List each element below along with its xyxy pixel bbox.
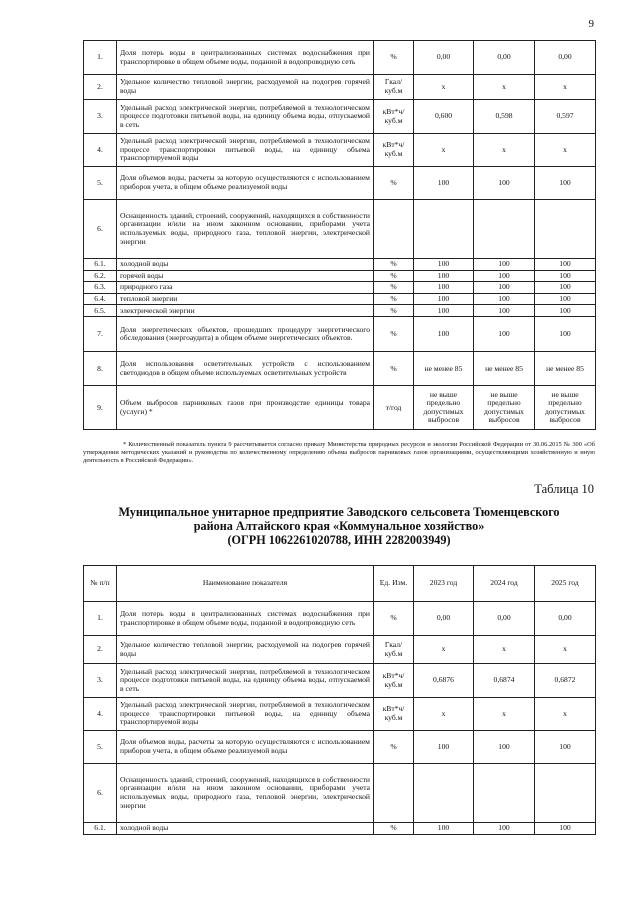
value-cell: 100 (535, 823, 596, 835)
indicator-name: тепловой энергии (117, 293, 374, 305)
unit-cell: % (374, 293, 414, 305)
value-cell: 100 (474, 282, 535, 294)
unit-cell (374, 200, 414, 259)
value-cell: 0,00 (414, 602, 474, 636)
value-cell: 0,6874 (474, 664, 535, 698)
row-number: 5. (84, 731, 117, 764)
value-cell (474, 764, 535, 823)
value-cell: не менее 85 (414, 352, 474, 386)
value-cell (474, 200, 535, 259)
indicator-name: холодной воды (117, 259, 374, 271)
row-number: 8. (84, 352, 117, 386)
page-number: 9 (588, 18, 594, 30)
unit-cell: % (374, 823, 414, 835)
value-cell: x (535, 75, 596, 100)
value-cell: 0,597 (535, 100, 596, 134)
value-cell: 100 (474, 270, 535, 282)
indicator-name: Удельный расход электрической энергии, потребляемой в технологическом процессе подготовки питьевой воды, на единицу объема воды, отпускаемой в сеть (117, 664, 374, 698)
indicator-name: природного газа (117, 282, 374, 294)
value-cell (535, 200, 596, 259)
value-cell: 100 (414, 317, 474, 352)
value-cell: 100 (535, 270, 596, 282)
value-cell: x (474, 134, 535, 167)
value-cell: 100 (474, 167, 535, 200)
row-number: 2. (84, 75, 117, 100)
value-cell: не менее 85 (474, 352, 535, 386)
value-cell: 0,6872 (535, 664, 596, 698)
indicator-name: Доля использования осветительных устройств с использованием светодиодов в общем объеме используемых осветительных устройств (117, 352, 374, 386)
organization-heading (83, 505, 595, 547)
table-row (84, 698, 596, 731)
unit-cell: % (374, 731, 414, 764)
indicator-name: Доля потерь воды в централизованных системах водоснабжения при транспортировке в общем объеме воды, поданной в водопроводную сеть (117, 41, 374, 75)
table-row (84, 293, 596, 305)
table-header-row (84, 566, 596, 602)
unit-cell: кВт*ч/ куб.м (374, 100, 414, 134)
table-row (84, 602, 596, 636)
value-cell: 0,6876 (414, 664, 474, 698)
col-header-name: Наименование показателя (117, 566, 374, 602)
org-heading-line: района Алтайского края «Коммунальное хозяйство» (193, 519, 485, 533)
col-header-year: 2023 год (414, 566, 474, 602)
unit-cell: кВт*ч/ куб.м (374, 664, 414, 698)
table-row (84, 270, 596, 282)
value-cell: 100 (535, 305, 596, 317)
indicator-name: Доля энергетических объектов, прошедших процедуру энергетического обследования (энергоаудита) в общем объеме энергетических объектов. (117, 317, 374, 352)
table-row (84, 41, 596, 75)
value-cell: 100 (535, 282, 596, 294)
value-cell: x (474, 698, 535, 731)
col-header-year: 2024 год (474, 566, 535, 602)
unit-cell (374, 764, 414, 823)
row-number: 6. (84, 764, 117, 823)
col-header-year: 2025 год (535, 566, 596, 602)
row-number: 6. (84, 200, 117, 259)
row-number: 3. (84, 100, 117, 134)
table-row (84, 167, 596, 200)
indicator-name: Удельный расход электрической энергии, потребляемой в технологическом процессе подготовки питьевой воды, на единицу объема воды, отпускаемой в сеть (117, 100, 374, 134)
unit-cell: кВт*ч/ куб.м (374, 134, 414, 167)
value-cell (414, 200, 474, 259)
table-row (84, 636, 596, 664)
unit-cell: % (374, 352, 414, 386)
row-number: 4. (84, 698, 117, 731)
value-cell: 0,00 (414, 41, 474, 75)
indicator-name: Оснащенность зданий, строений, сооружений, находящихся в собственности организации и/или на ином законном основании, приборами учета используемых воды, природного газа, тепловой энергии, электрической энергии (117, 200, 374, 259)
row-number: 6.1. (84, 259, 117, 271)
value-cell: не менее 85 (535, 352, 596, 386)
indicator-name: Объем выбросов парниковых газов при производстве единицы товара (услуги) * (117, 386, 374, 430)
value-cell: 100 (535, 317, 596, 352)
unit-cell: % (374, 41, 414, 75)
value-cell: 100 (414, 823, 474, 835)
indicator-name: Оснащенность зданий, строений, сооружений, находящихся в собственности организации и/или на ином законном основании, приборами учета используемых воды, природного газа, тепловой энергии, электрической энергии (117, 764, 374, 823)
unit-cell: Гкал/ куб.м (374, 636, 414, 664)
row-number: 6.4. (84, 293, 117, 305)
value-cell: x (414, 134, 474, 167)
table-row (84, 352, 596, 386)
value-cell: 100 (535, 259, 596, 271)
org-heading-line: Муниципальное унитарное предприятие Заводского сельсовета Тюменцевского (118, 505, 560, 519)
row-number: 3. (84, 664, 117, 698)
value-cell: x (474, 75, 535, 100)
table-row (84, 134, 596, 167)
indicator-name: Удельное количество тепловой энергии, расходуемой на подогрев горячей воды (117, 75, 374, 100)
indicators-table-10 (83, 565, 596, 835)
value-cell: 100 (414, 270, 474, 282)
indicator-name: Удельный расход электрической энергии, потребляемой в технологическом процессе транспортировки питьевой воды, на единицу объема транспортируемой воды (117, 698, 374, 731)
indicator-name: Доля объемов воды, расчеты за которую осуществляются с использованием приборов учета, в общем объеме реализуемой воды (117, 731, 374, 764)
col-header-num: № п/п (84, 566, 117, 602)
value-cell: 100 (474, 823, 535, 835)
table-row (84, 75, 596, 100)
unit-cell: Гкал/ куб.м (374, 75, 414, 100)
value-cell: 0,598 (474, 100, 535, 134)
row-number: 5. (84, 167, 117, 200)
value-cell: x (535, 636, 596, 664)
row-number: 6.3. (84, 282, 117, 294)
unit-cell: % (374, 317, 414, 352)
row-number: 6.5. (84, 305, 117, 317)
unit-cell: % (374, 282, 414, 294)
footnote: * Количественный показатель пункта 9 рассчитывается согласно приказу Министерства природных ресурсов и экологии Российской Федерации от 30.06.2015 № 300 «Об утверждении методических указаний и руководства по количественному определению объема выбросов парниковых газов организациями, осуществляющими хозяйственную и иную деятельность в Российской Федерации». (83, 441, 595, 464)
indicator-name: Удельное количество тепловой энергии, расходуемой на подогрев горячей воды (117, 636, 374, 664)
indicator-name: холодной воды (117, 823, 374, 835)
row-number: 1. (84, 41, 117, 75)
table-row (84, 764, 596, 823)
indicators-table-continued (83, 40, 596, 430)
indicator-name: Доля потерь воды в централизованных системах водоснабжения при транспортировке в общем объеме воды, поданной в водопроводную сеть (117, 602, 374, 636)
value-cell: x (474, 636, 535, 664)
table-row (84, 317, 596, 352)
table-row (84, 305, 596, 317)
row-number: 9. (84, 386, 117, 430)
table-row (84, 100, 596, 134)
row-number: 1. (84, 602, 117, 636)
value-cell: 100 (474, 259, 535, 271)
unit-cell: % (374, 270, 414, 282)
value-cell (414, 764, 474, 823)
value-cell: не выше предельно допустимых выбросов (535, 386, 596, 430)
row-number: 7. (84, 317, 117, 352)
indicator-name: Доля объемов воды, расчеты за которую осуществляются с использованием приборов учета, в общем объеме реализуемой воды (117, 167, 374, 200)
table-caption: Таблица 10 (534, 482, 594, 496)
value-cell: x (414, 75, 474, 100)
table-row (84, 731, 596, 764)
value-cell: 0,00 (474, 602, 535, 636)
value-cell: 100 (414, 167, 474, 200)
value-cell: 100 (474, 317, 535, 352)
indicator-name: горячей воды (117, 270, 374, 282)
value-cell: 0,00 (474, 41, 535, 75)
value-cell: 100 (414, 282, 474, 294)
row-number: 2. (84, 636, 117, 664)
value-cell: 100 (414, 259, 474, 271)
unit-cell: % (374, 305, 414, 317)
value-cell: 100 (535, 293, 596, 305)
unit-cell: % (374, 259, 414, 271)
indicator-name: Удельный расход электрической энергии, потребляемой в технологическом процессе транспортировки питьевой воды, на единицу объема транспортируемой воды (117, 134, 374, 167)
table-row (84, 259, 596, 271)
col-header-unit: Ед. Изм. (374, 566, 414, 602)
unit-cell: кВт*ч/ куб.м (374, 698, 414, 731)
table-row (84, 200, 596, 259)
value-cell: 0,00 (535, 602, 596, 636)
value-cell: 0,00 (535, 41, 596, 75)
org-heading-line: (ОГРН 1062261020788, ИНН 2282003949) (227, 533, 451, 547)
value-cell: не выше предельно допустимых выбросов (474, 386, 535, 430)
row-number: 6.2. (84, 270, 117, 282)
value-cell: 100 (414, 731, 474, 764)
table-row (84, 386, 596, 430)
unit-cell: % (374, 602, 414, 636)
value-cell: 100 (535, 731, 596, 764)
row-number: 4. (84, 134, 117, 167)
value-cell: x (414, 698, 474, 731)
value-cell: x (414, 636, 474, 664)
value-cell: 100 (535, 167, 596, 200)
table-row (84, 282, 596, 294)
value-cell: 100 (414, 293, 474, 305)
value-cell (535, 764, 596, 823)
indicator-name: электрической энергии (117, 305, 374, 317)
value-cell: 0,600 (414, 100, 474, 134)
value-cell: 100 (474, 293, 535, 305)
value-cell: 100 (474, 305, 535, 317)
table-row (84, 664, 596, 698)
value-cell: x (535, 698, 596, 731)
value-cell: не выше предельно допустимых выбросов (414, 386, 474, 430)
value-cell: 100 (474, 731, 535, 764)
table-row (84, 823, 596, 835)
unit-cell: % (374, 167, 414, 200)
unit-cell: т/год (374, 386, 414, 430)
value-cell: 100 (414, 305, 474, 317)
row-number: 6.1. (84, 823, 117, 835)
value-cell: x (535, 134, 596, 167)
